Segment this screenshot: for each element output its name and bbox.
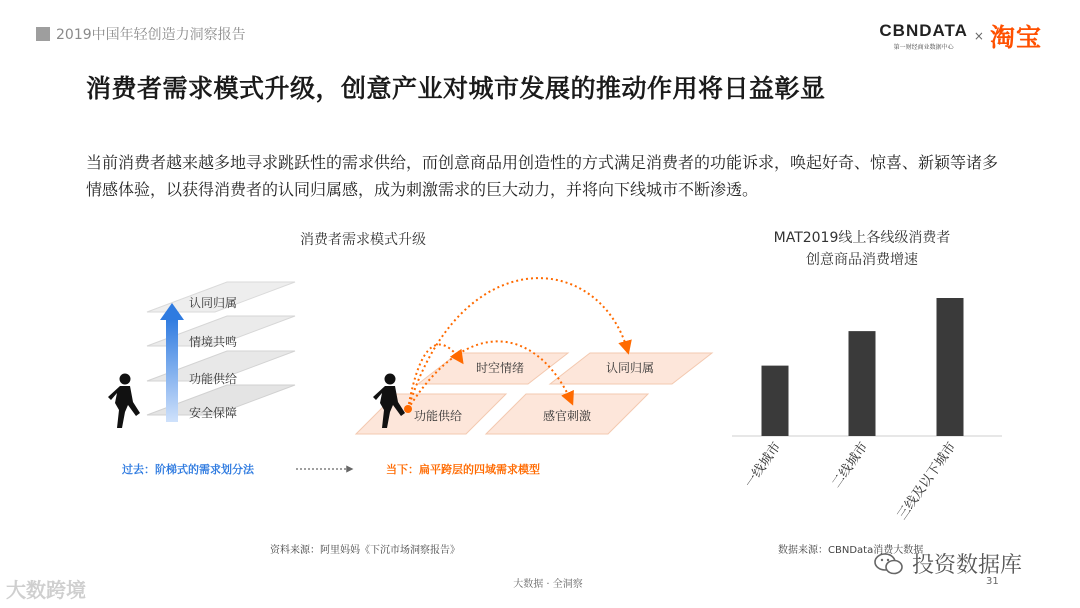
diagram-title: 消费者需求模式升级: [300, 232, 426, 248]
cbndata-logo-subtitle: 第一财经商业数据中心: [893, 44, 954, 51]
source-right: 数据来源：CBNData消费大数据: [778, 545, 924, 556]
past-layer-label: 情境共鸣: [189, 335, 238, 349]
category-label: 三线及以下城市: [894, 439, 960, 523]
past-caption: 过去：阶梯式的需求划分法: [122, 463, 254, 476]
slide-title: 消费者需求模式升级，创意产业对城市发展的推动作用将日益彰显: [86, 74, 826, 103]
present-tile-label: 认同归属: [606, 361, 655, 375]
chart-title-line: 创意商品消费增速: [806, 252, 918, 268]
watermark-right: [874, 548, 1022, 579]
present-tile-label: 功能供给: [414, 409, 463, 423]
footer-tagline: 大数据 · 全洞察: [513, 579, 583, 590]
bar-1: [762, 366, 789, 436]
cbndata-logo-text: CBNDATA: [879, 21, 968, 40]
taobao-logo: 淘宝: [989, 23, 1042, 52]
chart-title-line: MAT2019线上各线级消费者: [773, 230, 951, 246]
watermark-right-text: 投资数据库: [912, 553, 1023, 578]
past-layer-label: 功能供给: [189, 372, 238, 386]
category-label: 一线城市: [742, 439, 785, 491]
category-label: 二线城市: [829, 439, 872, 491]
watermark-left: 大数跨境: [6, 578, 86, 602]
past-layer-label: 安全保障: [189, 406, 238, 420]
present-tile-label: 时空情绪: [476, 361, 525, 375]
brand-separator: ×: [973, 29, 984, 43]
slide-body-text: 当前消费者越来越多地寻求跳跃性的需求供给，而创意商品用创造性的方式满足消费者的功能诉求，唤起好奇、惊喜、新颖等诸多情感体验，以获得消费者的认同归属感，成为刺激需求的巨大动力，并将向下线城市不断渗透。: [86, 153, 999, 199]
bar-2: [849, 331, 876, 436]
present-caption: 当下：扁平跨层的四域需求模型: [386, 463, 540, 476]
report-title: 2019中国年轻创造力洞察报告: [56, 27, 246, 43]
bar-3: [937, 298, 964, 436]
past-layer-label: 认同归属: [189, 296, 238, 310]
source-left: 资料来源：阿里妈妈《下沉市场洞察报告》: [270, 545, 460, 556]
wechat-icon: [874, 552, 904, 576]
present-tile-label: 感官刺激: [543, 409, 592, 423]
page-number: 31: [986, 576, 999, 587]
